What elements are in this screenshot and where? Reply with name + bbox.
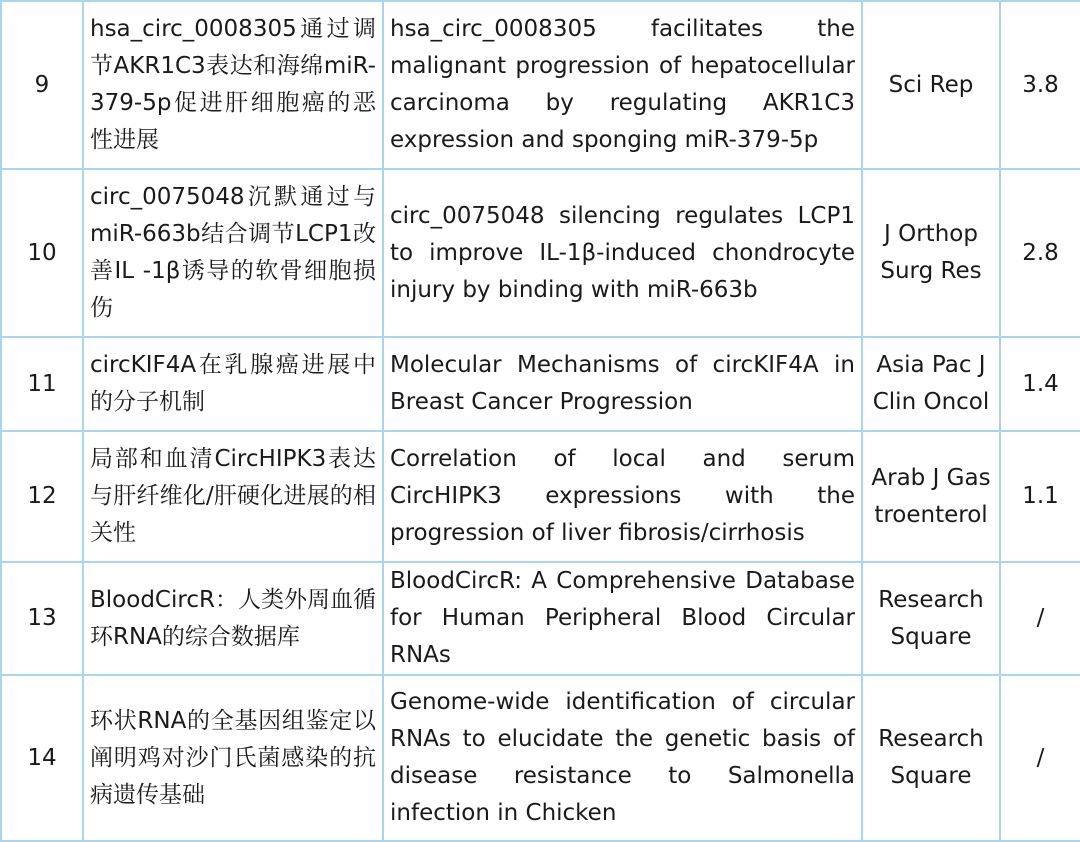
journal-name: Research Square [862, 562, 1000, 675]
impact-factor: 2.8 [1000, 169, 1080, 337]
impact-factor: / [1000, 562, 1080, 675]
english-title: Genome-wide identification of circular RNAs to elucidate the genetic basis of disease resistance to Salmonella infection in Chicken [383, 675, 862, 841]
journal-name: Sci Rep [862, 1, 1000, 169]
table-row [1, 431, 1080, 562]
row-number: 12 [1, 431, 83, 562]
impact-factor: 1.1 [1000, 431, 1080, 562]
english-title: Correlation of local and serum CircHIPK3 expressions with the progression of liver fibrosis/cirrhosis [383, 431, 862, 562]
row-number: 9 [1, 1, 83, 169]
impact-factor: 3.8 [1000, 1, 1080, 169]
table-row [1, 169, 1080, 337]
chinese-title: BloodCircR：人类外周血循环RNA的综合数据库 [83, 562, 383, 675]
journal-name: Asia Pac J Clin Oncol [862, 337, 1000, 431]
journal-name: J Orthop Surg Res [862, 169, 1000, 337]
chinese-title: 环状RNA的全基因组鉴定以阐明鸡对沙门氏菌感染的抗病遗传基础 [83, 675, 383, 841]
impact-factor: 1.4 [1000, 337, 1080, 431]
english-title: BloodCircR: A Comprehensive Database for Human Peripheral Blood Circular RNAs [383, 562, 862, 675]
journal-name: Research Square [862, 675, 1000, 841]
table-row [1, 337, 1080, 431]
english-title: Molecular Mechanisms of circKIF4A in Breast Cancer Progression [383, 337, 862, 431]
english-title: hsa_circ_0008305 facilitates the malignant progression of hepatocellular carcinoma by regulating AKR1C3 expression and sponging miR-379-5p [383, 1, 862, 169]
row-number: 11 [1, 337, 83, 431]
english-title: circ_0075048 silencing regulates LCP1 to improve IL-1β-induced chondrocyte injury by binding with miR-663b [383, 169, 862, 337]
row-number: 10 [1, 169, 83, 337]
impact-factor: / [1000, 675, 1080, 841]
chinese-title: circ_0075048沉默通过与miR-663b结合调节LCP1改善IL -1β诱导的软骨细胞损伤 [83, 169, 383, 337]
chinese-title: circKIF4A在乳腺癌进展中的分子机制 [83, 337, 383, 431]
row-number: 14 [1, 675, 83, 841]
chinese-title: 局部和血清CircHIPK3表达与肝纤维化/肝硬化进展的相关性 [83, 431, 383, 562]
table-row [1, 1, 1080, 169]
journal-name: Arab J Gastroenterol [862, 431, 1000, 562]
table-row [1, 675, 1080, 841]
row-number: 13 [1, 562, 83, 675]
table-row [1, 562, 1080, 675]
chinese-title: hsa_circ_0008305通过调节AKR1C3表达和海绵miR-379-5p促进肝细胞癌的恶性进展 [83, 1, 383, 169]
